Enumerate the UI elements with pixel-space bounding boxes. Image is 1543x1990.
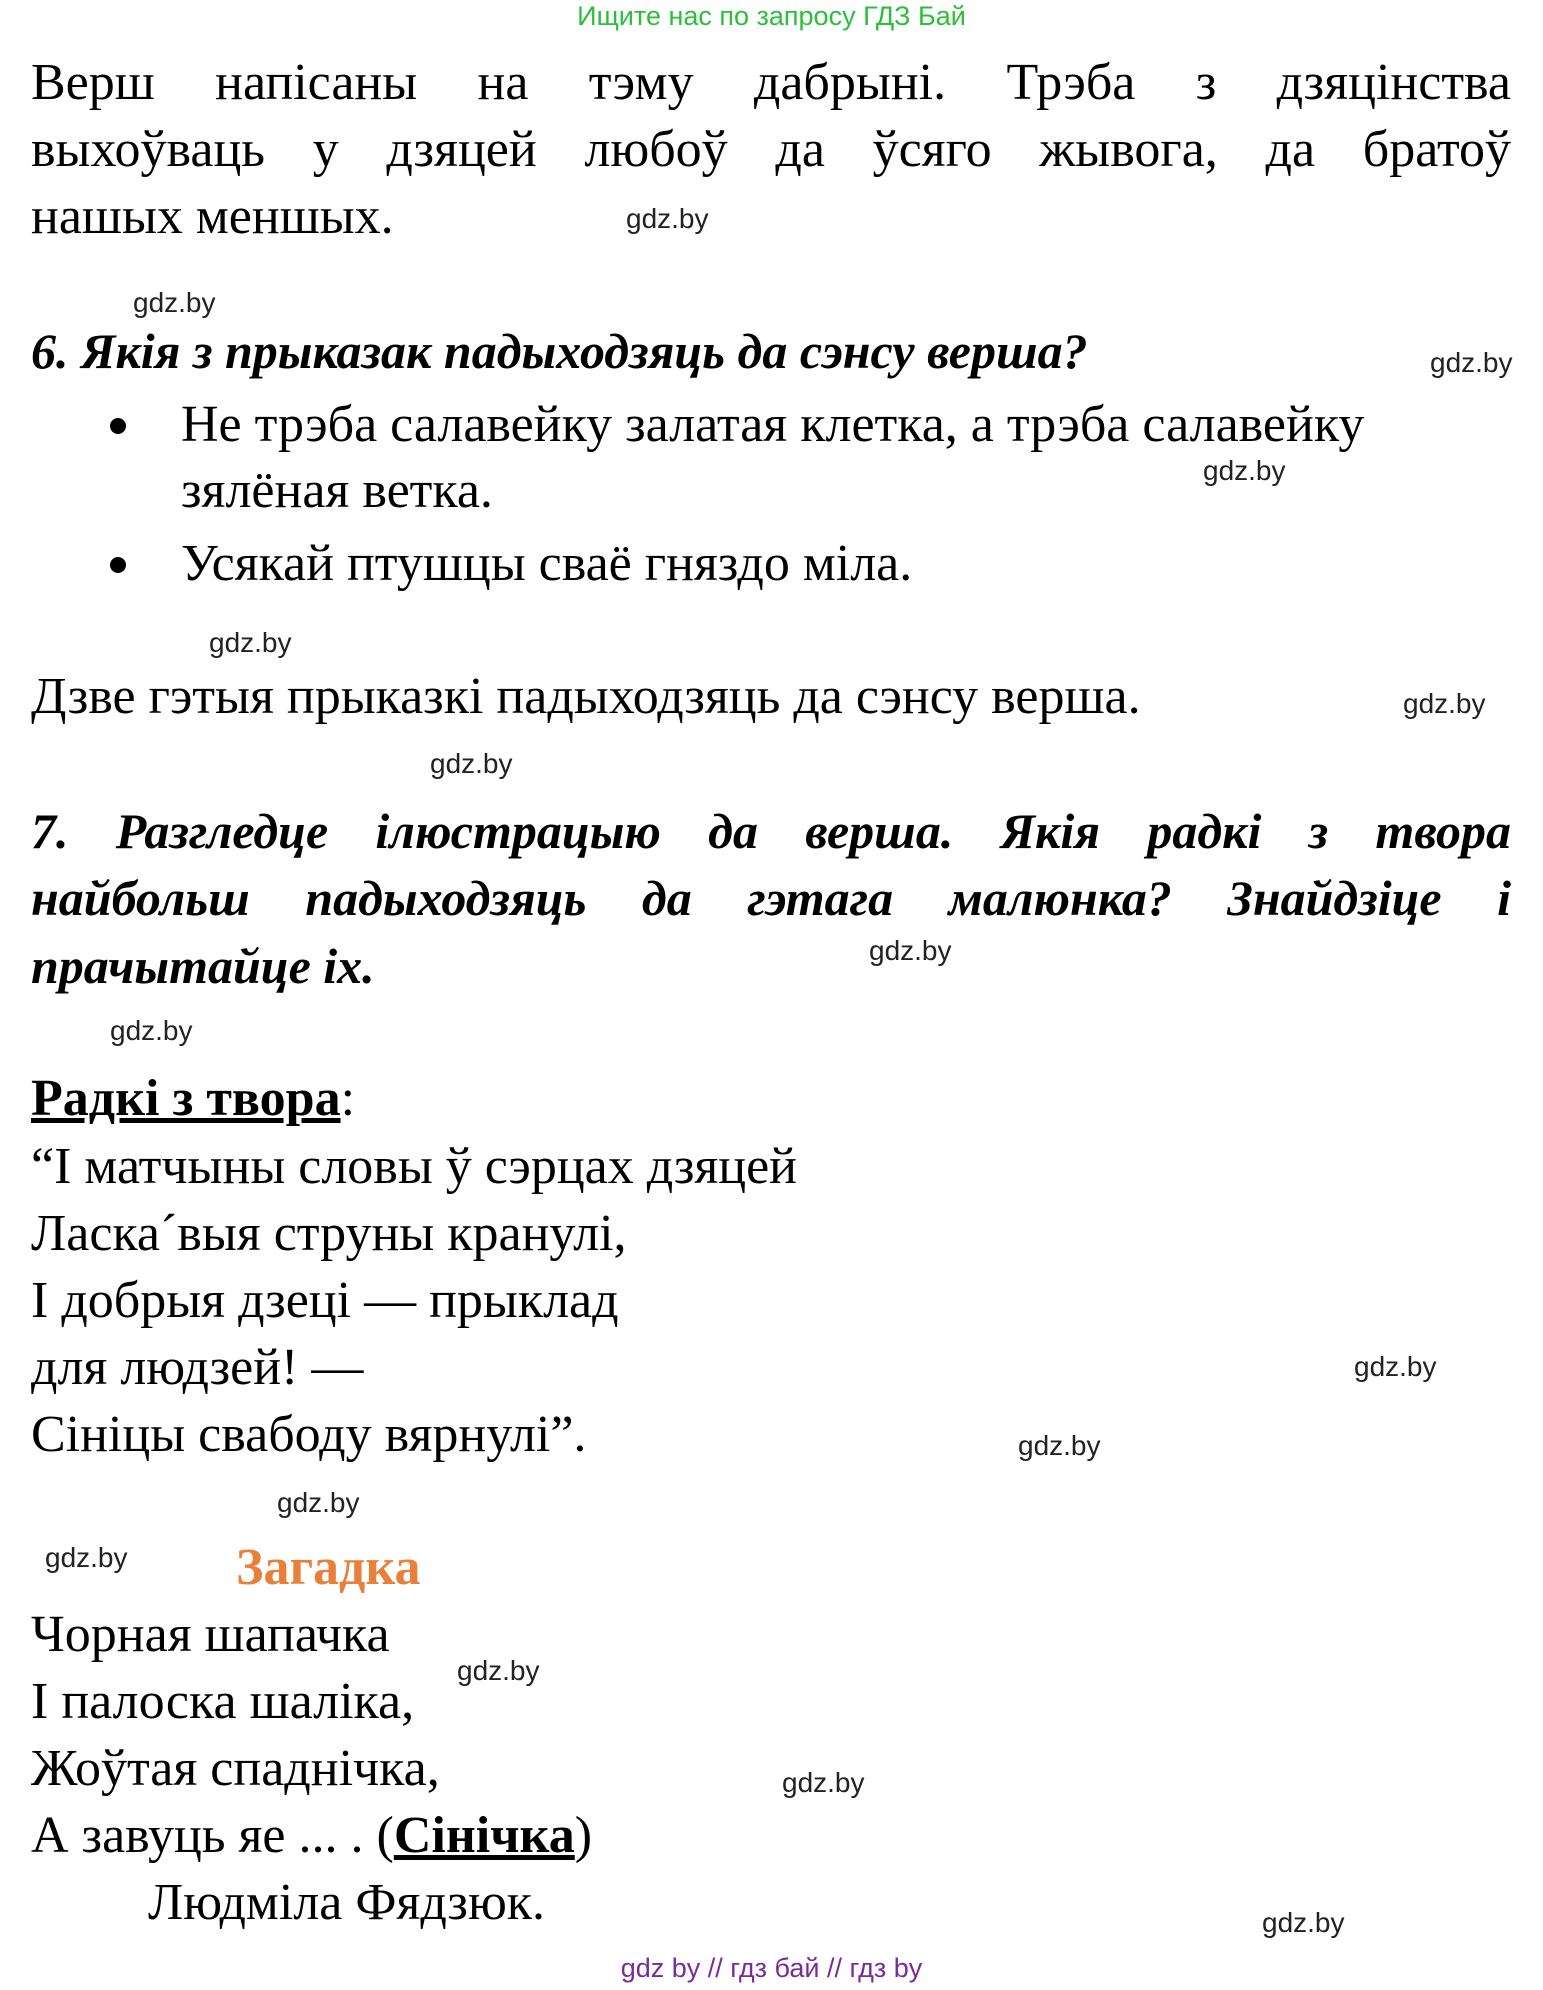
question-7-line-3: прачытайце іх. <box>31 938 375 994</box>
riddle-title: Загадка <box>236 1539 421 1596</box>
watermark: gdz.by <box>45 1542 128 1573</box>
riddle-line-4-suffix: ) <box>574 1807 593 1864</box>
verse-line-4: для людзей! — <box>31 1339 364 1396</box>
watermark: gdz.by <box>277 1487 360 1518</box>
watermark: gdz.by <box>430 748 513 779</box>
watermark: gdz.by <box>1203 455 1286 486</box>
watermark: gdz.by <box>782 1767 865 1798</box>
intro-line-2: выхоўваць у дзяцей любоў да ўсяго жывога, да братоў <box>31 121 1511 178</box>
verse-heading <box>31 1066 355 1132</box>
watermark: gdz.by <box>1354 1351 1437 1382</box>
proverb-1-line-2: зялёная ветка. <box>181 462 493 519</box>
watermark: gdz.by <box>1403 688 1486 719</box>
header-banner: Ищите нас по запросу ГДЗ Бай <box>577 1 966 31</box>
watermark: gdz.by <box>1018 1430 1101 1461</box>
proverb-2: Усякай птушцы сваё гняздо міла. <box>181 535 913 592</box>
verse-line-1: “І матчыны словы ў сэрцах дзяцей <box>31 1138 798 1195</box>
riddle-line-1: Чорная шапачка <box>31 1606 390 1663</box>
watermark: gdz.by <box>1430 347 1513 378</box>
watermark: gdz.by <box>1262 1907 1345 1938</box>
intro-line-3: нашых меншых. <box>31 188 394 245</box>
watermark: gdz.by <box>869 935 952 966</box>
bullet-icon <box>110 418 126 434</box>
question-7-line-1: 7. Разгледце ілюстрацыю да верша. Якія радкі з твора <box>31 803 1511 859</box>
question-7-line-2: найбольш падыходзяць да гэтага малюнка? Знайдзіце і <box>31 870 1511 926</box>
riddle-author: Людміла Фядзюк. <box>148 1874 546 1931</box>
watermark: gdz.by <box>209 627 292 658</box>
verse-line-2: Ласка´выя струны кранулі, <box>31 1205 627 1262</box>
watermark: gdz.by <box>133 287 216 318</box>
riddle-line-4-prefix: А завуць яе ... . ( <box>31 1807 394 1864</box>
verse-heading-colon: : <box>340 1070 356 1127</box>
question-6-title: 6. Якія з прыказак падыходзяць да сэнсу верша? <box>31 323 1088 379</box>
bullet-icon <box>110 557 126 573</box>
riddle-line-2: І палоска шаліка, <box>31 1673 415 1730</box>
riddle-line-3: Жоўтая спаднічка, <box>31 1740 440 1797</box>
watermark: gdz.by <box>110 1015 193 1046</box>
riddle-line-4 <box>31 1803 592 1869</box>
watermark: gdz.by <box>626 203 709 234</box>
verse-line-3: І добрыя дзеці — прыклад <box>31 1272 619 1329</box>
watermark: gdz.by <box>457 1655 540 1686</box>
verse-heading-text: Радкі з твора <box>31 1070 341 1127</box>
intro-line-1: Верш напісаны на тэму дабрыні. Трэба з дзяцінства <box>31 54 1511 111</box>
footer-banner: gdz by // гдз бай // гдз by <box>620 1953 923 1983</box>
question-6-answer: Дзве гэтыя прыказкі падыходзяць да сэнсу верша. <box>31 668 1141 725</box>
verse-line-5: Сініцы свабоду вярнулі”. <box>31 1406 587 1463</box>
riddle-answer: Сінічка <box>393 1807 575 1864</box>
proverb-1-line-1: Не трэба салавейку залатая клетка, а трэба салавейку <box>181 396 1365 453</box>
